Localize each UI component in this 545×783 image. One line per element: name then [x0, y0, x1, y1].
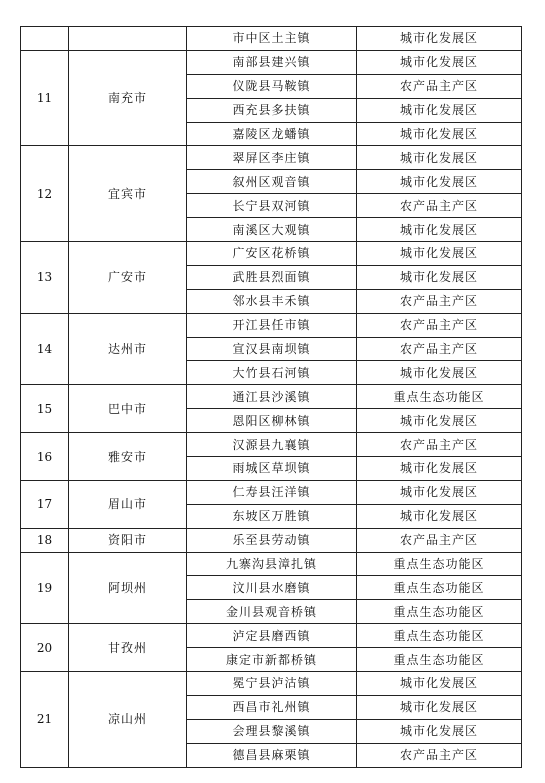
town-cell: 仪陇县马鞍镇: [187, 74, 357, 98]
town-cell: 武胜县烈面镇: [187, 265, 357, 289]
zone-cell: 农产品主产区: [357, 194, 522, 218]
town-cell: 仁寿县汪洋镇: [187, 480, 357, 504]
table-row: [21, 50, 522, 74]
zone-cell: 农产品主产区: [357, 743, 522, 767]
city-cell: 雅安市: [69, 433, 187, 481]
table-row: [21, 672, 522, 696]
town-cell: 南溪区大观镇: [187, 218, 357, 242]
town-cell: 大竹县石河镇: [187, 361, 357, 385]
table-body: [21, 27, 522, 768]
table-row: [21, 313, 522, 337]
zone-cell: 重点生态功能区: [357, 576, 522, 600]
city-cell: 眉山市: [69, 480, 187, 528]
group-number-cell: 14: [21, 313, 69, 385]
town-cell: 开江县任市镇: [187, 313, 357, 337]
town-cell: 西昌市礼州镇: [187, 695, 357, 719]
town-cell: 广安区花桥镇: [187, 242, 357, 266]
zone-cell: 农产品主产区: [357, 313, 522, 337]
city-cell: 资阳市: [69, 528, 187, 552]
zone-cell: 农产品主产区: [357, 74, 522, 98]
zone-cell: 农产品主产区: [357, 433, 522, 457]
city-cell: 南充市: [69, 50, 187, 146]
group-number-cell: 16: [21, 433, 69, 481]
city-cell: 达州市: [69, 313, 187, 385]
city-cell: 凉山州: [69, 672, 187, 768]
town-cell: 嘉陵区龙蟠镇: [187, 122, 357, 146]
group-number-cell: 11: [21, 50, 69, 146]
table-row: [21, 385, 522, 409]
zone-cell: 城市化发展区: [357, 719, 522, 743]
town-cell: 翠屏区李庄镇: [187, 146, 357, 170]
town-cell: 恩阳区柳林镇: [187, 409, 357, 433]
town-cell: 通江县沙溪镇: [187, 385, 357, 409]
town-cell: 汉源县九襄镇: [187, 433, 357, 457]
town-cell: 宣汉县南坝镇: [187, 337, 357, 361]
table-row: [21, 433, 522, 457]
zone-cell: 城市化发展区: [357, 265, 522, 289]
town-cell: 乐至县劳动镇: [187, 528, 357, 552]
town-cell: 西充县多扶镇: [187, 98, 357, 122]
city-cell: [69, 27, 187, 51]
zone-cell: 城市化发展区: [357, 170, 522, 194]
group-number-cell: 20: [21, 624, 69, 672]
zone-cell: 城市化发展区: [357, 27, 522, 51]
zone-cell: 重点生态功能区: [357, 600, 522, 624]
zone-cell: 城市化发展区: [357, 480, 522, 504]
table-row: [21, 552, 522, 576]
town-cell: 九寨沟县漳扎镇: [187, 552, 357, 576]
town-cell: 市中区土主镇: [187, 27, 357, 51]
table-row: [21, 27, 522, 51]
zone-cell: 重点生态功能区: [357, 624, 522, 648]
zone-cell: 城市化发展区: [357, 242, 522, 266]
zone-cell: 农产品主产区: [357, 337, 522, 361]
zone-cell: 城市化发展区: [357, 98, 522, 122]
zone-cell: 城市化发展区: [357, 504, 522, 528]
table-row: [21, 624, 522, 648]
city-cell: 甘孜州: [69, 624, 187, 672]
town-cell: 康定市新都桥镇: [187, 648, 357, 672]
zone-cell: 城市化发展区: [357, 457, 522, 481]
town-cell: 汶川县水磨镇: [187, 576, 357, 600]
town-cell: 南部县建兴镇: [187, 50, 357, 74]
city-cell: 阿坝州: [69, 552, 187, 624]
zone-cell: 城市化发展区: [357, 122, 522, 146]
zone-cell: 城市化发展区: [357, 50, 522, 74]
table-row: [21, 480, 522, 504]
zone-cell: 重点生态功能区: [357, 385, 522, 409]
group-number-cell: 17: [21, 480, 69, 528]
zone-cell: 城市化发展区: [357, 672, 522, 696]
group-number-cell: 19: [21, 552, 69, 624]
town-cell: 雨城区草坝镇: [187, 457, 357, 481]
table-row: [21, 146, 522, 170]
group-number-cell: [21, 27, 69, 51]
zone-cell: 城市化发展区: [357, 361, 522, 385]
zone-cell: 城市化发展区: [357, 218, 522, 242]
town-cell: 冕宁县泸沽镇: [187, 672, 357, 696]
city-cell: 宜宾市: [69, 146, 187, 242]
town-zone-table: [20, 26, 522, 768]
zone-cell: 农产品主产区: [357, 289, 522, 313]
town-cell: 东坡区万胜镇: [187, 504, 357, 528]
zone-cell: 重点生态功能区: [357, 648, 522, 672]
group-number-cell: 18: [21, 528, 69, 552]
zone-cell: 城市化发展区: [357, 695, 522, 719]
zone-cell: 重点生态功能区: [357, 552, 522, 576]
zone-cell: 城市化发展区: [357, 409, 522, 433]
town-cell: 德昌县麻栗镇: [187, 743, 357, 767]
city-cell: 巴中市: [69, 385, 187, 433]
table-row: [21, 528, 522, 552]
group-number-cell: 13: [21, 242, 69, 314]
town-cell: 叙州区观音镇: [187, 170, 357, 194]
table-row: [21, 242, 522, 266]
group-number-cell: 15: [21, 385, 69, 433]
city-cell: 广安市: [69, 242, 187, 314]
town-cell: 邻水县丰禾镇: [187, 289, 357, 313]
zone-cell: 城市化发展区: [357, 146, 522, 170]
group-number-cell: 12: [21, 146, 69, 242]
town-cell: 长宁县双河镇: [187, 194, 357, 218]
zone-cell: 农产品主产区: [357, 528, 522, 552]
group-number-cell: 21: [21, 672, 69, 768]
town-cell: 金川县观音桥镇: [187, 600, 357, 624]
town-cell: 会理县黎溪镇: [187, 719, 357, 743]
town-cell: 泸定县磨西镇: [187, 624, 357, 648]
